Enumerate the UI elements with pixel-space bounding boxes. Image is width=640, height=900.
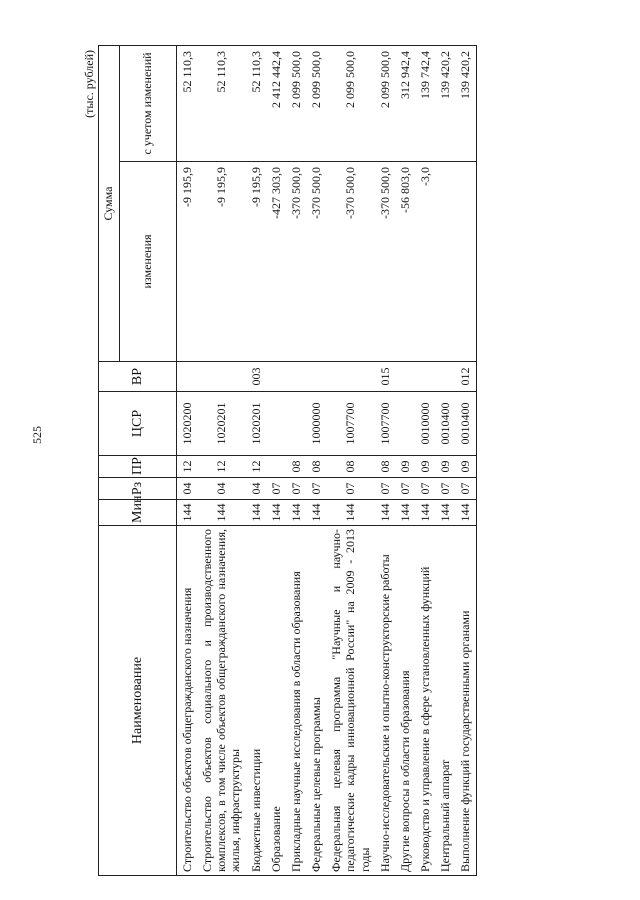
cell-csr: 0010400 — [435, 392, 455, 456]
cell-name: Строительство объектов общегражданского назначения — [177, 526, 198, 876]
header-with-changes: с учетом изменений — [120, 45, 177, 161]
cell-min: 144 — [435, 500, 455, 526]
table-row — [306, 45, 326, 875]
cell-min: 144 — [286, 500, 306, 526]
cell-pr: 12 — [246, 456, 266, 478]
cell-vr — [197, 362, 245, 392]
cell-total: 2 099 500,0 — [375, 45, 395, 161]
cell-total: 2 099 500,0 — [286, 45, 306, 161]
cell-csr: 1020201 — [197, 392, 245, 456]
cell-csr: 1007700 — [326, 392, 374, 456]
cell-name: Другие вопросы в области образования — [395, 526, 415, 876]
cell-change: -427 303,0 — [266, 162, 286, 362]
cell-pr: 09 — [455, 456, 476, 478]
cell-rz: 07 — [306, 478, 326, 500]
cell-vr — [266, 362, 286, 392]
cell-pr: 08 — [306, 456, 326, 478]
cell-total: 139 420,2 — [455, 45, 476, 161]
table-row — [435, 45, 455, 875]
cell-total: 2 099 500,0 — [306, 45, 326, 161]
cell-change: -370 500,0 — [375, 162, 395, 362]
header-rz: Рз — [99, 478, 177, 500]
cell-total: 52 110,3 — [177, 45, 198, 161]
cell-vr: 012 — [455, 362, 476, 392]
cell-total: 139 742,4 — [415, 45, 435, 161]
page-number: 525 — [30, 426, 44, 444]
cell-change: -370 500,0 — [286, 162, 306, 362]
cell-min: 144 — [266, 500, 286, 526]
cell-csr: 0010400 — [455, 392, 476, 456]
cell-rz: 07 — [375, 478, 395, 500]
cell-csr — [266, 392, 286, 456]
cell-change: -56 803,0 — [395, 162, 415, 362]
cell-name: Научно-исследовательские и опытно-конструкторские работы — [375, 526, 395, 876]
cell-csr: 1020200 — [177, 392, 198, 456]
cell-csr: 0010000 — [415, 392, 435, 456]
cell-min: 144 — [415, 500, 435, 526]
cell-name: Руководство и управление в сфере установленных функций — [415, 526, 435, 876]
cell-min: 144 — [197, 500, 245, 526]
cell-name: Образование — [266, 526, 286, 876]
cell-vr: 015 — [375, 362, 395, 392]
cell-change: -3,0 — [415, 162, 435, 362]
header-min: Мин — [99, 500, 177, 526]
cell-total: 139 420,2 — [435, 45, 455, 161]
cell-vr — [286, 362, 306, 392]
cell-total: 2 412 442,4 — [266, 45, 286, 161]
cell-change — [435, 162, 455, 362]
cell-pr: 09 — [395, 456, 415, 478]
rotated-page-content — [80, 46, 600, 876]
cell-pr: 12 — [177, 456, 198, 478]
cell-rz: 07 — [435, 478, 455, 500]
cell-rz: 07 — [326, 478, 374, 500]
cell-change: -370 500,0 — [326, 162, 374, 362]
table-row — [375, 45, 395, 875]
cell-total: 2 099 500,0 — [326, 45, 374, 161]
cell-change — [455, 162, 476, 362]
table-row — [286, 45, 306, 875]
cell-rz: 07 — [415, 478, 435, 500]
cell-pr: 09 — [415, 456, 435, 478]
header-pr: ПР — [99, 456, 177, 478]
table-row — [266, 45, 286, 875]
header-csr: ЦСР — [99, 392, 177, 456]
cell-rz: 07 — [286, 478, 306, 500]
header-change: изменения — [120, 162, 177, 362]
cell-csr: 1007700 — [375, 392, 395, 456]
cell-rz: 04 — [177, 478, 198, 500]
cell-rz: 07 — [266, 478, 286, 500]
unit-label: (тыс. рублей) — [82, 50, 96, 118]
table-row — [246, 45, 266, 875]
cell-vr: 003 — [246, 362, 266, 392]
cell-change: -370 500,0 — [306, 162, 326, 362]
cell-change: -9 195,9 — [197, 162, 245, 362]
cell-csr: 1020201 — [246, 392, 266, 456]
cell-min: 144 — [375, 500, 395, 526]
cell-pr: 12 — [197, 456, 245, 478]
table-row — [395, 45, 415, 875]
cell-pr: 08 — [326, 456, 374, 478]
cell-name: Федеральная целевая программа "Научные и научно-педагогические кадры инновационной России" на 2009 - 2013 годы — [326, 526, 374, 876]
cell-pr: 08 — [286, 456, 306, 478]
cell-vr — [326, 362, 374, 392]
table-row — [177, 45, 198, 875]
cell-name: Прикладные научные исследования в области образования — [286, 526, 306, 876]
cell-name: Бюджетные инвестиции — [246, 526, 266, 876]
header-row-top — [99, 45, 120, 875]
cell-pr: 08 — [375, 456, 395, 478]
cell-min: 144 — [306, 500, 326, 526]
cell-name: Выполнение функций государственными органами — [455, 526, 476, 876]
cell-min: 144 — [246, 500, 266, 526]
cell-change: -9 195,9 — [246, 162, 266, 362]
cell-vr — [177, 362, 198, 392]
cell-vr — [415, 362, 435, 392]
cell-total: 312 942,4 — [395, 45, 415, 161]
cell-pr — [266, 456, 286, 478]
cell-min: 144 — [455, 500, 476, 526]
cell-name: Строительство объектов социального и производственного комплексов, в том числе объектов общегражданского назначения, жилья, инфраструктуры — [197, 526, 245, 876]
header-vr: ВР — [99, 362, 177, 392]
cell-pr: 09 — [435, 456, 455, 478]
cell-rz: 07 — [455, 478, 476, 500]
cell-min: 144 — [395, 500, 415, 526]
cell-vr — [435, 362, 455, 392]
table-row — [415, 45, 435, 875]
table-row — [197, 45, 245, 875]
cell-name: Центральный аппарат — [435, 526, 455, 876]
cell-total: 52 110,3 — [246, 45, 266, 161]
cell-min: 144 — [177, 500, 198, 526]
cell-csr — [286, 392, 306, 456]
header-name: Наименование — [99, 526, 177, 876]
cell-rz: 04 — [246, 478, 266, 500]
cell-min: 144 — [326, 500, 374, 526]
cell-rz: 07 — [395, 478, 415, 500]
cell-csr: 1000000 — [306, 392, 326, 456]
cell-vr — [395, 362, 415, 392]
cell-name: Федеральные целевые программы — [306, 526, 326, 876]
cell-csr — [395, 392, 415, 456]
header-sum: Сумма — [99, 45, 120, 361]
cell-change: -9 195,9 — [177, 162, 198, 362]
cell-vr — [306, 362, 326, 392]
cell-rz: 04 — [197, 478, 245, 500]
cell-total: 52 110,3 — [197, 45, 245, 161]
table-row — [326, 45, 374, 875]
budget-table — [98, 45, 477, 876]
table-row — [455, 45, 476, 875]
